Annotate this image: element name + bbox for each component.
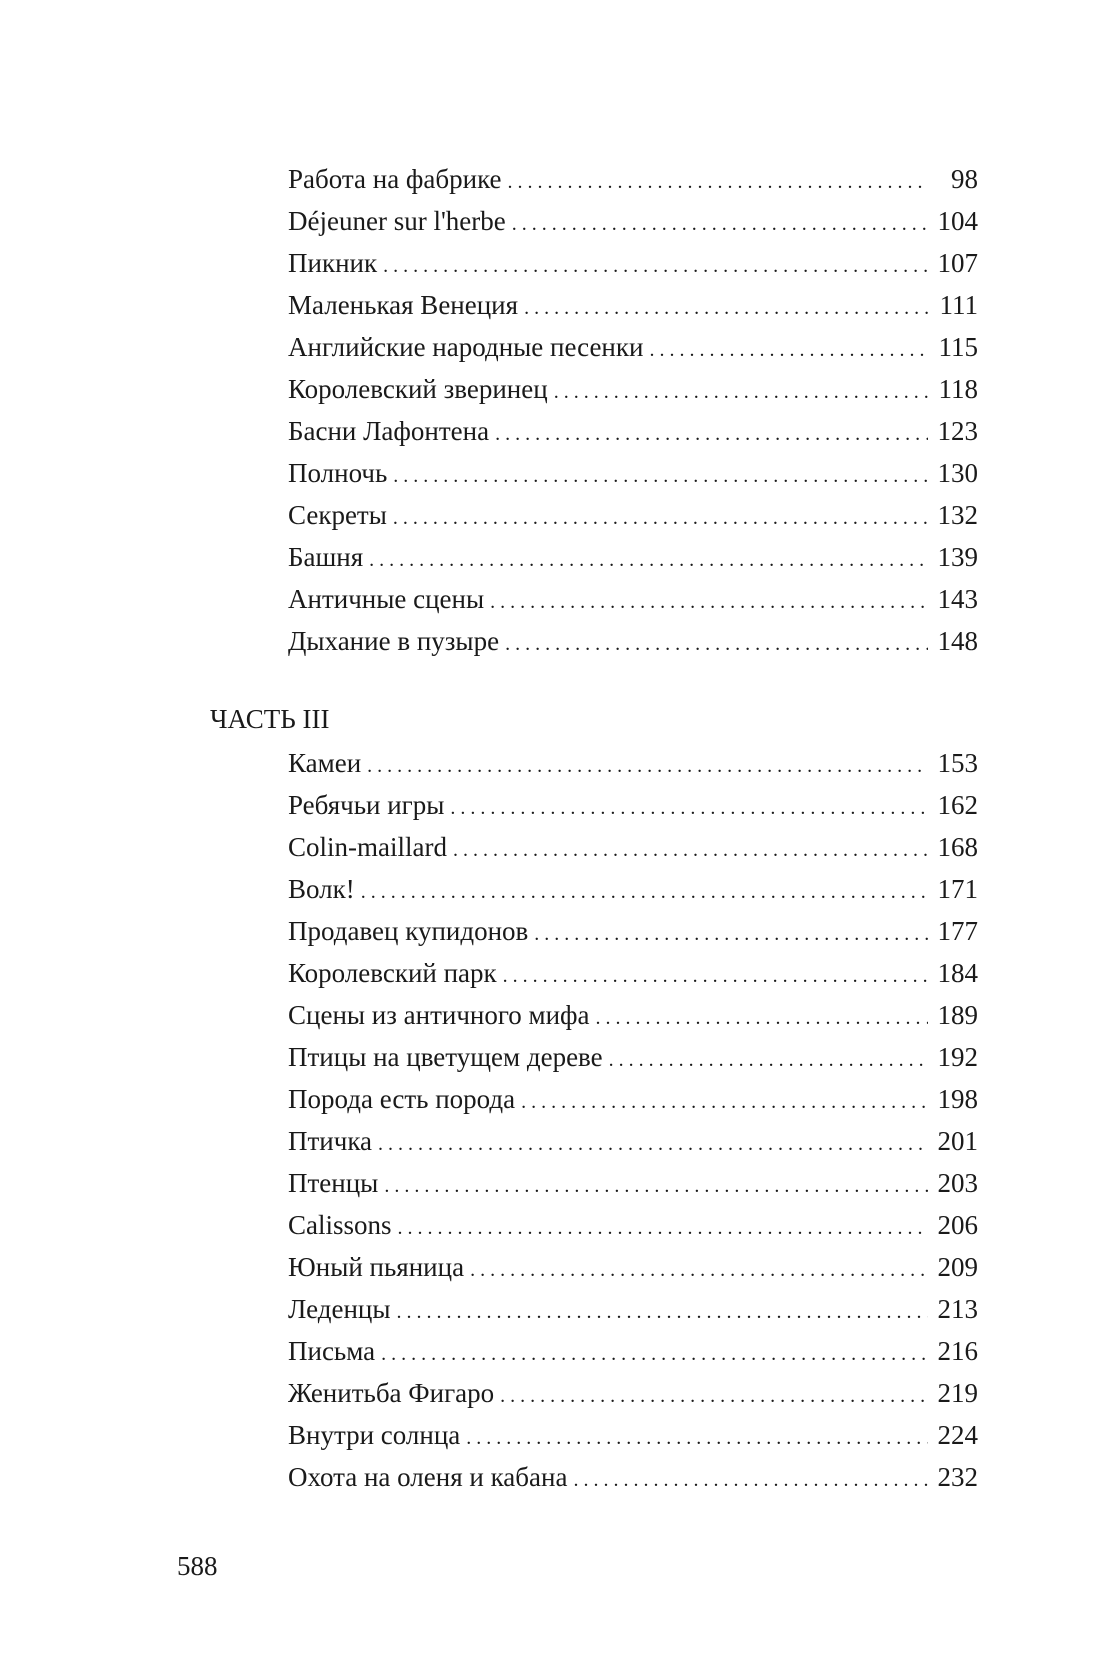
toc-entry [288, 452, 978, 494]
toc-entry [288, 1246, 978, 1288]
toc-entry [288, 994, 978, 1036]
part-heading: ЧАСТЬ III [210, 704, 330, 734]
toc-entry-page: 168 [937, 832, 978, 862]
toc-entry [288, 494, 978, 536]
toc-entry-page: 206 [937, 1210, 978, 1240]
dot-leader [521, 1081, 928, 1123]
toc-entry-title: Маленькая Венеция [288, 290, 519, 320]
toc-entry-title: Полночь [288, 458, 388, 488]
dot-leader [393, 455, 928, 497]
dot-leader [500, 1375, 928, 1417]
toc-entry-page: 148 [937, 626, 978, 656]
toc-entry [288, 242, 978, 284]
toc-entry [288, 784, 978, 826]
toc-entry [288, 158, 978, 200]
toc-entry-page: 203 [937, 1168, 978, 1198]
toc-entry-title: Внутри солнца [288, 1420, 461, 1450]
dot-leader [609, 1039, 928, 1081]
dot-leader [361, 871, 928, 913]
toc-entry-page: 104 [937, 206, 978, 236]
toc-entry-page: 201 [937, 1126, 978, 1156]
toc-entry-title: Calissons [288, 1210, 392, 1240]
dot-leader [393, 497, 928, 539]
toc-entry-title: Камеи [288, 748, 362, 778]
dot-leader [508, 161, 928, 203]
toc-entry-page: 219 [937, 1378, 978, 1408]
toc-entry-page: 189 [937, 1000, 978, 1030]
toc-entry-title: Волк! [288, 874, 355, 904]
toc-list-previous-part [288, 158, 978, 662]
dot-leader [554, 371, 928, 413]
toc-entry [288, 620, 978, 662]
toc-entry-title: Секреты [288, 500, 387, 530]
toc-entry-page: 224 [937, 1420, 978, 1450]
toc-entry-page: 107 [937, 248, 978, 278]
toc-entry-title: Déjeuner sur l'herbe [288, 206, 506, 236]
dot-leader [470, 1249, 928, 1291]
dot-leader [381, 1333, 928, 1375]
dot-leader [490, 581, 928, 623]
toc-entry [288, 578, 978, 620]
toc-entry [288, 1456, 978, 1498]
toc-entry-title: Женитьба Фигаро [288, 1378, 495, 1408]
toc-entry-title: Colin-maillard [288, 832, 447, 862]
toc-entry-title: Дыхание в пузыре [288, 626, 500, 656]
toc-entry [288, 284, 978, 326]
dot-leader [367, 745, 928, 787]
toc-entry-title: Юный пьяница [288, 1252, 465, 1282]
toc-entry-page: 232 [937, 1462, 978, 1492]
dot-leader [450, 787, 928, 829]
toc-entry-title: Ребячьи игры [288, 790, 445, 820]
toc-entry-title: Сцены из античного мифа [288, 1000, 590, 1030]
toc-list-part-3 [288, 742, 978, 1498]
dot-leader [596, 997, 928, 1039]
toc-entry-page: 213 [937, 1294, 978, 1324]
toc-entry-title: Охота на оленя и кабана [288, 1462, 568, 1492]
toc-entry [288, 200, 978, 242]
toc-entry-page: 118 [938, 374, 978, 404]
toc-entry-page: 192 [937, 1042, 978, 1072]
toc-entry-page: 162 [937, 790, 978, 820]
toc-entry-page: 171 [937, 874, 978, 904]
toc-entry-title: Птичка [288, 1126, 373, 1156]
toc-entry-page: 216 [937, 1336, 978, 1366]
toc-entry-title: Королевский парк [288, 958, 497, 988]
dot-leader [384, 1165, 928, 1207]
toc-entry [288, 368, 978, 410]
toc-entry-title: Птенцы [288, 1168, 379, 1198]
toc-entry [288, 1372, 978, 1414]
toc-entry [288, 1204, 978, 1246]
toc-entry [288, 868, 978, 910]
toc-entry-title: Башня [288, 542, 364, 572]
toc-entry [288, 1414, 978, 1456]
toc-entry [288, 1078, 978, 1120]
dot-leader [534, 913, 928, 955]
dot-leader [466, 1417, 928, 1459]
dot-leader [649, 329, 928, 371]
toc-entry-title: Продавец купидонов [288, 916, 529, 946]
dot-leader [397, 1291, 928, 1333]
toc-entry-title: Пикник [288, 248, 378, 278]
dot-leader [512, 203, 928, 245]
dot-leader [505, 623, 928, 665]
toc-entry-page: 111 [939, 290, 978, 320]
toc-entry-title: Птицы на цветущем дереве [288, 1042, 603, 1072]
toc-entry-page: 177 [937, 916, 978, 946]
toc-entry [288, 326, 978, 368]
toc-entry-page: 143 [937, 584, 978, 614]
toc-entry [288, 742, 978, 784]
toc-entry [288, 1036, 978, 1078]
toc-entry-page: 139 [937, 542, 978, 572]
toc-entry-title: Басни Лафонтена [288, 416, 490, 446]
toc-entry-page: 198 [937, 1084, 978, 1114]
toc-entry [288, 1288, 978, 1330]
toc-entry-page: 209 [937, 1252, 978, 1282]
page-number: 588 [177, 1551, 218, 1581]
toc-entry-page: 153 [937, 748, 978, 778]
toc-entry-title: Королевский зверинец [288, 374, 548, 404]
toc-entry-page: 123 [937, 416, 978, 446]
toc-entry-title: Работа на фабрике [288, 164, 502, 194]
toc-entry [288, 410, 978, 452]
toc-entry-page: 130 [937, 458, 978, 488]
dot-leader [495, 413, 928, 455]
dot-leader [453, 829, 928, 871]
dot-leader [573, 1459, 928, 1501]
toc-entry-page: 115 [938, 332, 978, 362]
toc-entry [288, 1120, 978, 1162]
dot-leader [524, 287, 928, 329]
toc-entry-title: Порода есть порода [288, 1084, 516, 1114]
toc-entry [288, 536, 978, 578]
toc-entry [288, 952, 978, 994]
toc-entry-page: 184 [937, 958, 978, 988]
toc-entry-title: Леденцы [288, 1294, 391, 1324]
toc-entry [288, 826, 978, 868]
toc-entry-page: 132 [937, 500, 978, 530]
dot-leader [378, 1123, 928, 1165]
dot-leader [503, 955, 928, 997]
toc-entry-title: Английские народные песенки [288, 332, 644, 362]
toc-entry-title: Письма [288, 1336, 376, 1366]
dot-leader [369, 539, 928, 581]
toc-entry [288, 1330, 978, 1372]
toc-entry-page: 98 [951, 164, 978, 194]
dot-leader [398, 1207, 928, 1249]
toc-entry [288, 910, 978, 952]
toc-entry-title: Античные сцены [288, 584, 485, 614]
toc-entry [288, 1162, 978, 1204]
dot-leader [383, 245, 928, 287]
